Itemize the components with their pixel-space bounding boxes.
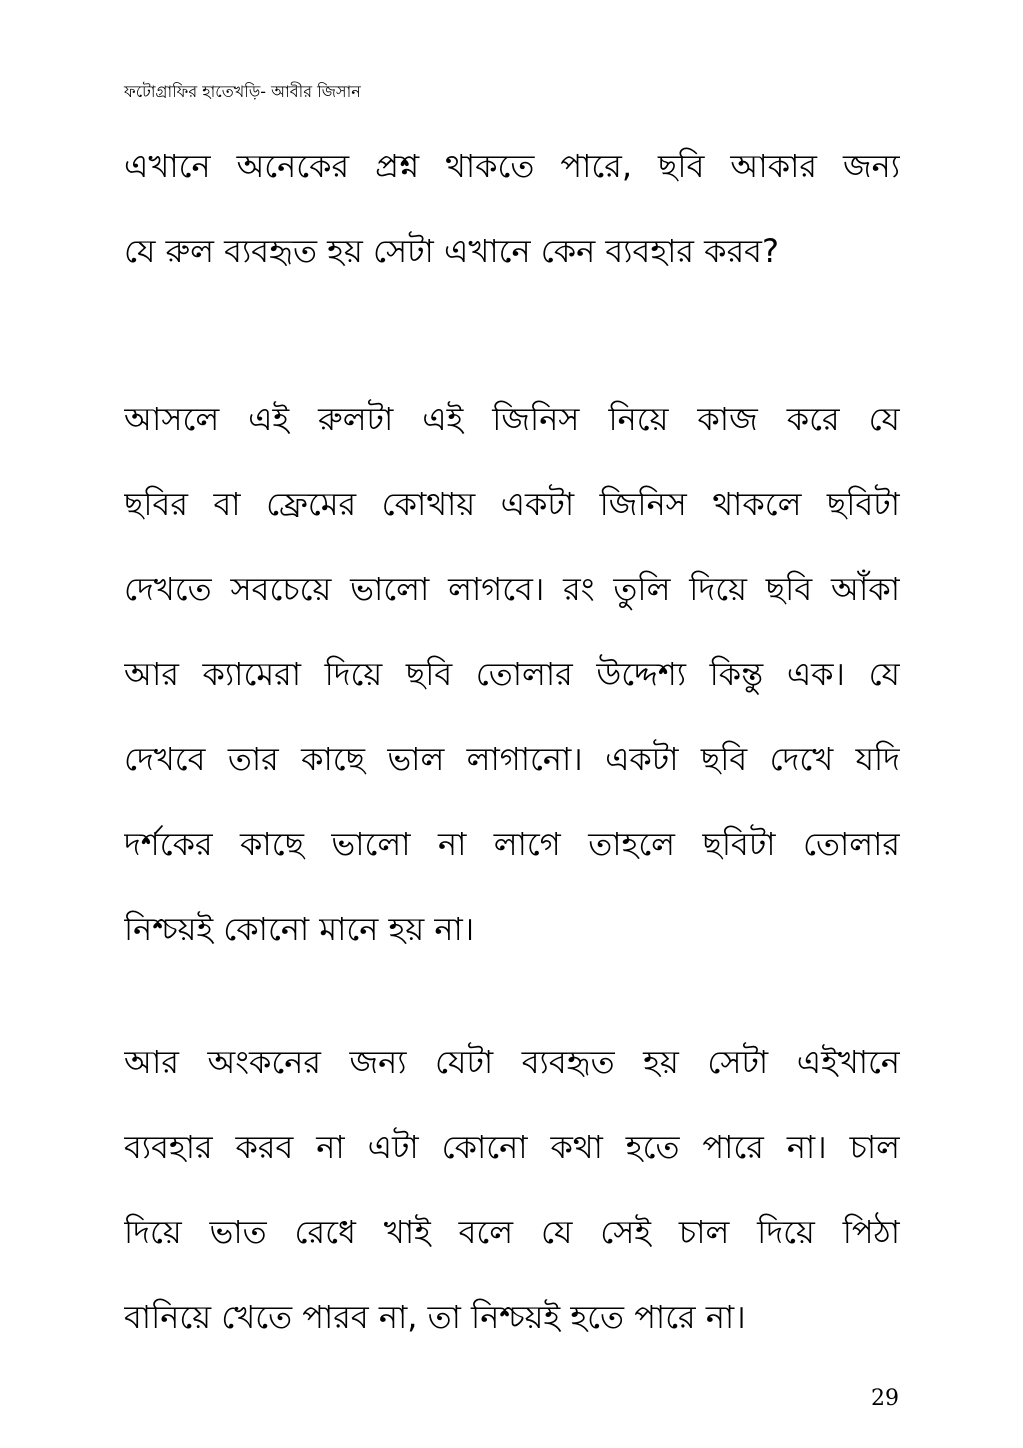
page-number: 29 bbox=[871, 1386, 899, 1411]
paragraph-line: ছবির বা ফ্রেমের কোথায় একটা জিনিস থাকলে ছবিটা bbox=[124, 485, 900, 523]
paragraph-line: বানিয়ে খেতে পারব না, তা নিশ্চয়ই হতে পারে না। bbox=[124, 1298, 746, 1336]
paragraph-3 bbox=[124, 1020, 900, 1360]
paragraph-line: দেখতে সবচেয়ে ভালো লাগবে। রং তুলি দিয়ে ছবি আঁকা bbox=[124, 570, 900, 608]
paragraph-line: আর ক্যামেরা দিয়ে ছবি তোলার উদ্দেশ্য কিন্তু এক। যে bbox=[124, 655, 900, 693]
paragraph-line: আর অংকনের জন্য যেটা ব্যবহৃত হয় সেটা এইখানে bbox=[124, 1043, 900, 1081]
paragraph-1 bbox=[124, 124, 900, 294]
paragraph-line: নিশ্চয়ই কোনো মানে হয় না। bbox=[124, 910, 475, 948]
running-header: ফটোগ্রাফির হাতেখড়ি- আবীর জিসান bbox=[124, 82, 361, 101]
paragraph-line: ব্যবহার করব না এটা কোনো কথা হতে পারে না। চাল bbox=[124, 1128, 900, 1166]
paragraph-line: আসলে এই রুলটা এই জিনিস নিয়ে কাজ করে যে bbox=[124, 400, 900, 438]
paragraph-line: দর্শকের কাছে ভালো না লাগে তাহলে ছবিটা তোলার bbox=[124, 825, 900, 863]
paragraph-line: দিয়ে ভাত রেধে খাই বলে যে সেই চাল দিয়ে পিঠা bbox=[124, 1213, 900, 1251]
paragraph-line: এখানে অনেকের প্রশ্ন থাকতে পারে, ছবি আকার জন্য bbox=[124, 147, 900, 185]
paragraph-2 bbox=[124, 377, 900, 972]
paragraph-line: দেখবে তার কাছে ভাল লাগানো। একটা ছবি দেখে যদি bbox=[124, 740, 900, 778]
paragraph-line: যে রুল ব্যবহৃত হয় সেটা এখানে কেন ব্যবহার করব? bbox=[124, 232, 779, 270]
